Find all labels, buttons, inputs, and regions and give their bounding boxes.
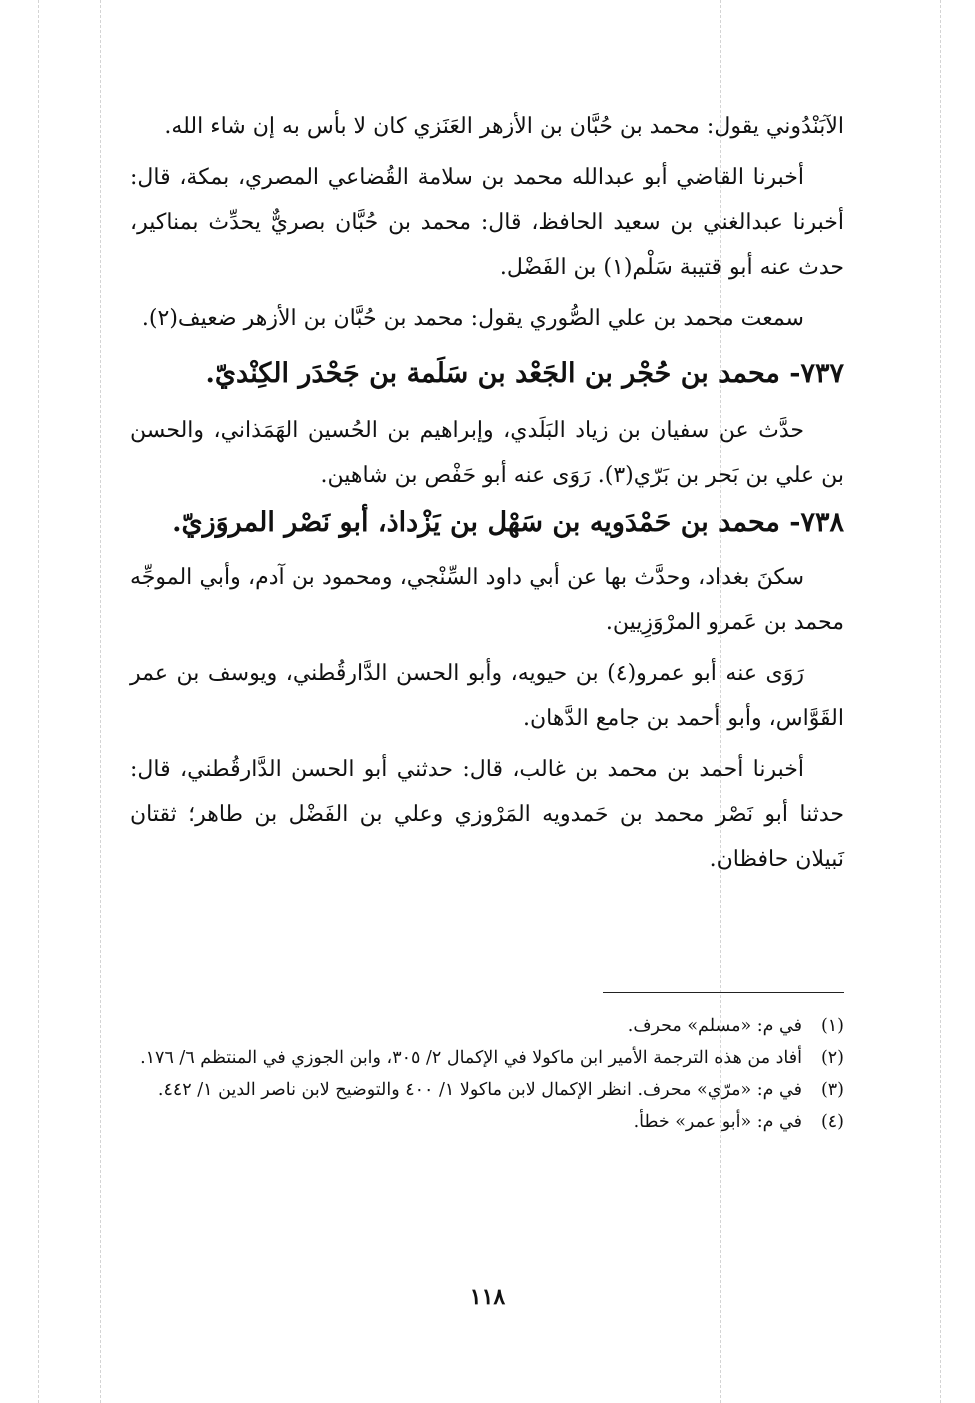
footnote	[130, 1076, 844, 1104]
paragraph: سكنَ بغداد، وحدَّث بها عن أبي داود السِّنْجي، ومحمود بن آدم، وأبي الموجِّه محمد بن عَمرو المرْوَزِيين.	[130, 565, 844, 635]
paragraph: رَوَى عنه أبو عمرو(٤) بن حيويه، وأبو الحسن الدَّارقُطني، ويوسف بن عمر القَوَّاس، وأبو أحمد بن جامع الدَّهان.	[130, 661, 844, 731]
footnote-separator	[603, 992, 844, 993]
scan-artifact-line	[940, 0, 941, 1403]
paragraph: الآبَنْدُوني يقول: محمد بن حُبَّان بن الأزهر العَنَزي كان لا بأس به إن شاء الله.	[164, 114, 844, 139]
footnote-text: في م: «مسلم» محرف.	[627, 1016, 802, 1036]
footnote	[130, 1108, 844, 1136]
footnote-number: (٤)	[820, 1112, 844, 1132]
footnote-text: أفاد من هذه الترجمة الأمير ابن ماكولا في الإكمال ٢/ ٣٠٥، وابن الجوزي في المنتظم ٦/ ١٧٦.	[140, 1048, 802, 1068]
footnote	[130, 1012, 844, 1040]
footnote-number: (٣)	[820, 1080, 844, 1100]
footnotes	[130, 1012, 844, 1136]
main-text	[130, 104, 844, 882]
footnote	[130, 1044, 844, 1072]
scan-artifact-line	[100, 0, 101, 1403]
entry-heading: ٧٣٧- محمد بن حُجْر بن الجَعْد بن سَلَمة بن جَحْدَر الكِنْديّ.	[205, 358, 844, 389]
page-number: ١١٨	[469, 1284, 506, 1310]
scan-artifact-line	[38, 0, 39, 1403]
paragraph: أخبرنا القاضي أبو عبدالله محمد بن سلامة القُضاعي المصري، بمكة، قال: أخبرنا عبدالغني بن سعيد الحافظ، قال: محمد بن حُبَّان بصريٌّ يحدِّث بمناكير، حدث عنه أبو قتيبة سَلْم(١) بن الفَضْل.	[130, 165, 844, 280]
footnote-number: (٢)	[820, 1048, 844, 1068]
paragraph: سمعت محمد بن علي الصُّوري يقول: محمد بن حُبَّان بن الأزهر ضعيف(٢).	[141, 306, 804, 331]
paragraph: أخبرنا أحمد بن محمد بن غالب، قال: حدثني أبو الحسن الدَّارقُطني، قال: حدثنا أبو نَصْر محمد بن حَمدويه المَرْوزي وعلي بن الفَضْل بن طاهر؛ ثقتان نَبيلان حافظان.	[130, 757, 844, 872]
entry-heading: ٧٣٨- محمد بن حَمْدَويه بن سَهْل بن يَزْداذ، أبو نَصْر المروَزيّ.	[172, 507, 844, 538]
footnote-number: (١)	[820, 1016, 844, 1036]
footnote-text: في م: «مرّي» محرف. انظر الإكمال لابن ماكولا ١/ ٤٠٠ والتوضيح لابن ناصر الدين ١/ ٤٤٢.	[157, 1080, 802, 1100]
paragraph: حدَّث عن سفيان بن زياد البَلَدي، وإبراهيم بن الحُسين الهَمَذاني، والحسن بن علي بن بَحر بن بَرّي(٣). رَوَى عنه أبو حَفْص بن شاهين.	[130, 418, 844, 488]
footnote-text: في م: «أبو عمر» خطأ.	[633, 1112, 802, 1132]
